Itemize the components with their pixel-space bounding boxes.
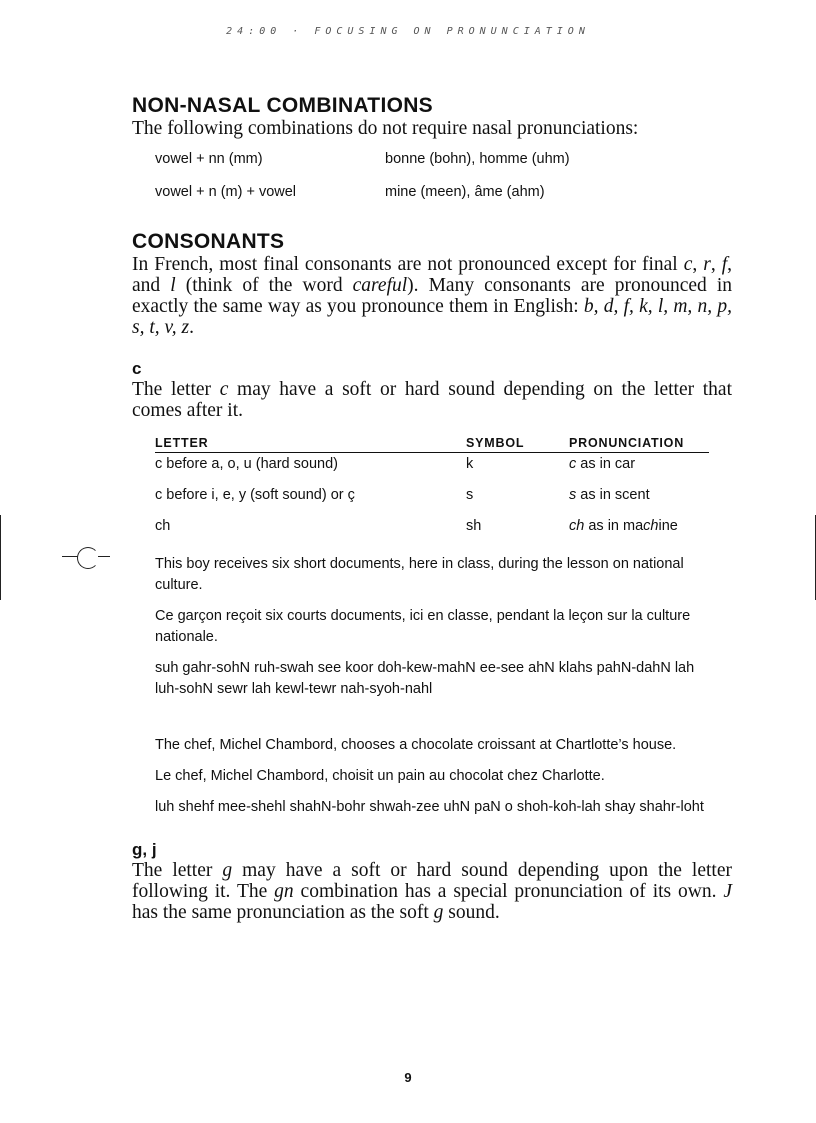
non-nasal-list [155,151,732,217]
crop-mark [98,556,110,557]
example-french: Ce garçon reçoit six courts documents, ici en classe, pendant la leçon sur la culture nationale. [155,608,691,645]
symbol-cell: s [466,487,474,503]
symbol-cell: sh [466,518,482,534]
non-nasal-intro: The following combinations do not require nasal pronunciations: [132,118,639,139]
page-content [132,94,732,923]
list-item [155,151,732,184]
letter-cell: c before i, e, y (soft sound) or ç [155,487,355,503]
column-header-pronunciation: PRONUNCIATION [569,436,709,453]
example-french: Le chef, Michel Chambord, choisit un pain au chocolat chez Charlotte. [155,768,605,784]
pronunciation-cell: ch as in machine [569,518,678,534]
example-phonetic: suh gahr-sohN ruh-swah see koor doh-kew-mahN ee-see ahN klahs pahN-dahN lah luh-sohN sewr lah kewl-tewr nah-syoh-nahl [155,660,695,697]
examples: mine (meen), âme (ahm) [385,184,545,200]
running-head: 24:00 · FOCUSING ON PRONUNCIATION [226,26,590,37]
examples: bonne (bohn), homme (uhm) [385,151,570,167]
example-group-1 [155,554,715,700]
c-paragraph: The letter c may have a soft or hard sound depending on the letter that comes after it. [132,379,733,421]
page-number: 9 [404,1070,412,1085]
pronunciation-table [155,436,709,546]
crop-mark [0,515,1,600]
list-item [155,184,732,217]
column-header-symbol: SYMBOL [466,436,569,453]
g-j-heading: g, j [132,840,157,859]
consonants-paragraph: In French, most final consonants are not pronounced except for final c, r, f, and l (think of the word careful). Many consonants are pronounced in exactly the same way as you pronounce them in English: b, d, f, k, l, m, n, p, s, t, v, z. [132,254,733,338]
letter-cell: c before a, o, u (hard sound) [155,456,338,472]
g-j-paragraph: The letter g may have a soft or hard sound depending upon the letter following it. The gn combination has a special pronunciation of its own. J has the same pronunciation as the soft g sound. [132,860,732,923]
example-english: This boy receives six short documents, here in class, during the lesson on national culture. [155,556,684,593]
pattern: vowel + n (m) + vowel [155,184,297,200]
letter-cell: ch [155,518,171,534]
table-row [155,484,709,515]
registration-mark [77,547,99,569]
pronunciation-cell: c as in car [569,456,636,472]
c-heading: c [132,359,142,378]
non-nasal-heading: NON-NASAL COMBINATIONS [132,94,433,117]
example-english: The chef, Michel Chambord, chooses a chocolate croissant at Chartlotte’s house. [155,737,677,753]
symbol-cell: k [466,456,474,472]
example-phonetic: luh shehf mee-shehl shahN-bohr shwah-zee uhN paN o shoh-koh-lah shay shahr-loht [155,799,704,815]
table-row [155,515,709,546]
table-row [155,453,709,485]
column-header-letter: LETTER [155,436,466,453]
example-group-2 [155,735,715,818]
pronunciation-cell: s as in scent [569,487,650,503]
table-header-row [155,436,709,453]
consonants-heading: CONSONANTS [132,230,285,253]
crop-mark [62,556,78,557]
pattern: vowel + nn (mm) [155,151,263,167]
